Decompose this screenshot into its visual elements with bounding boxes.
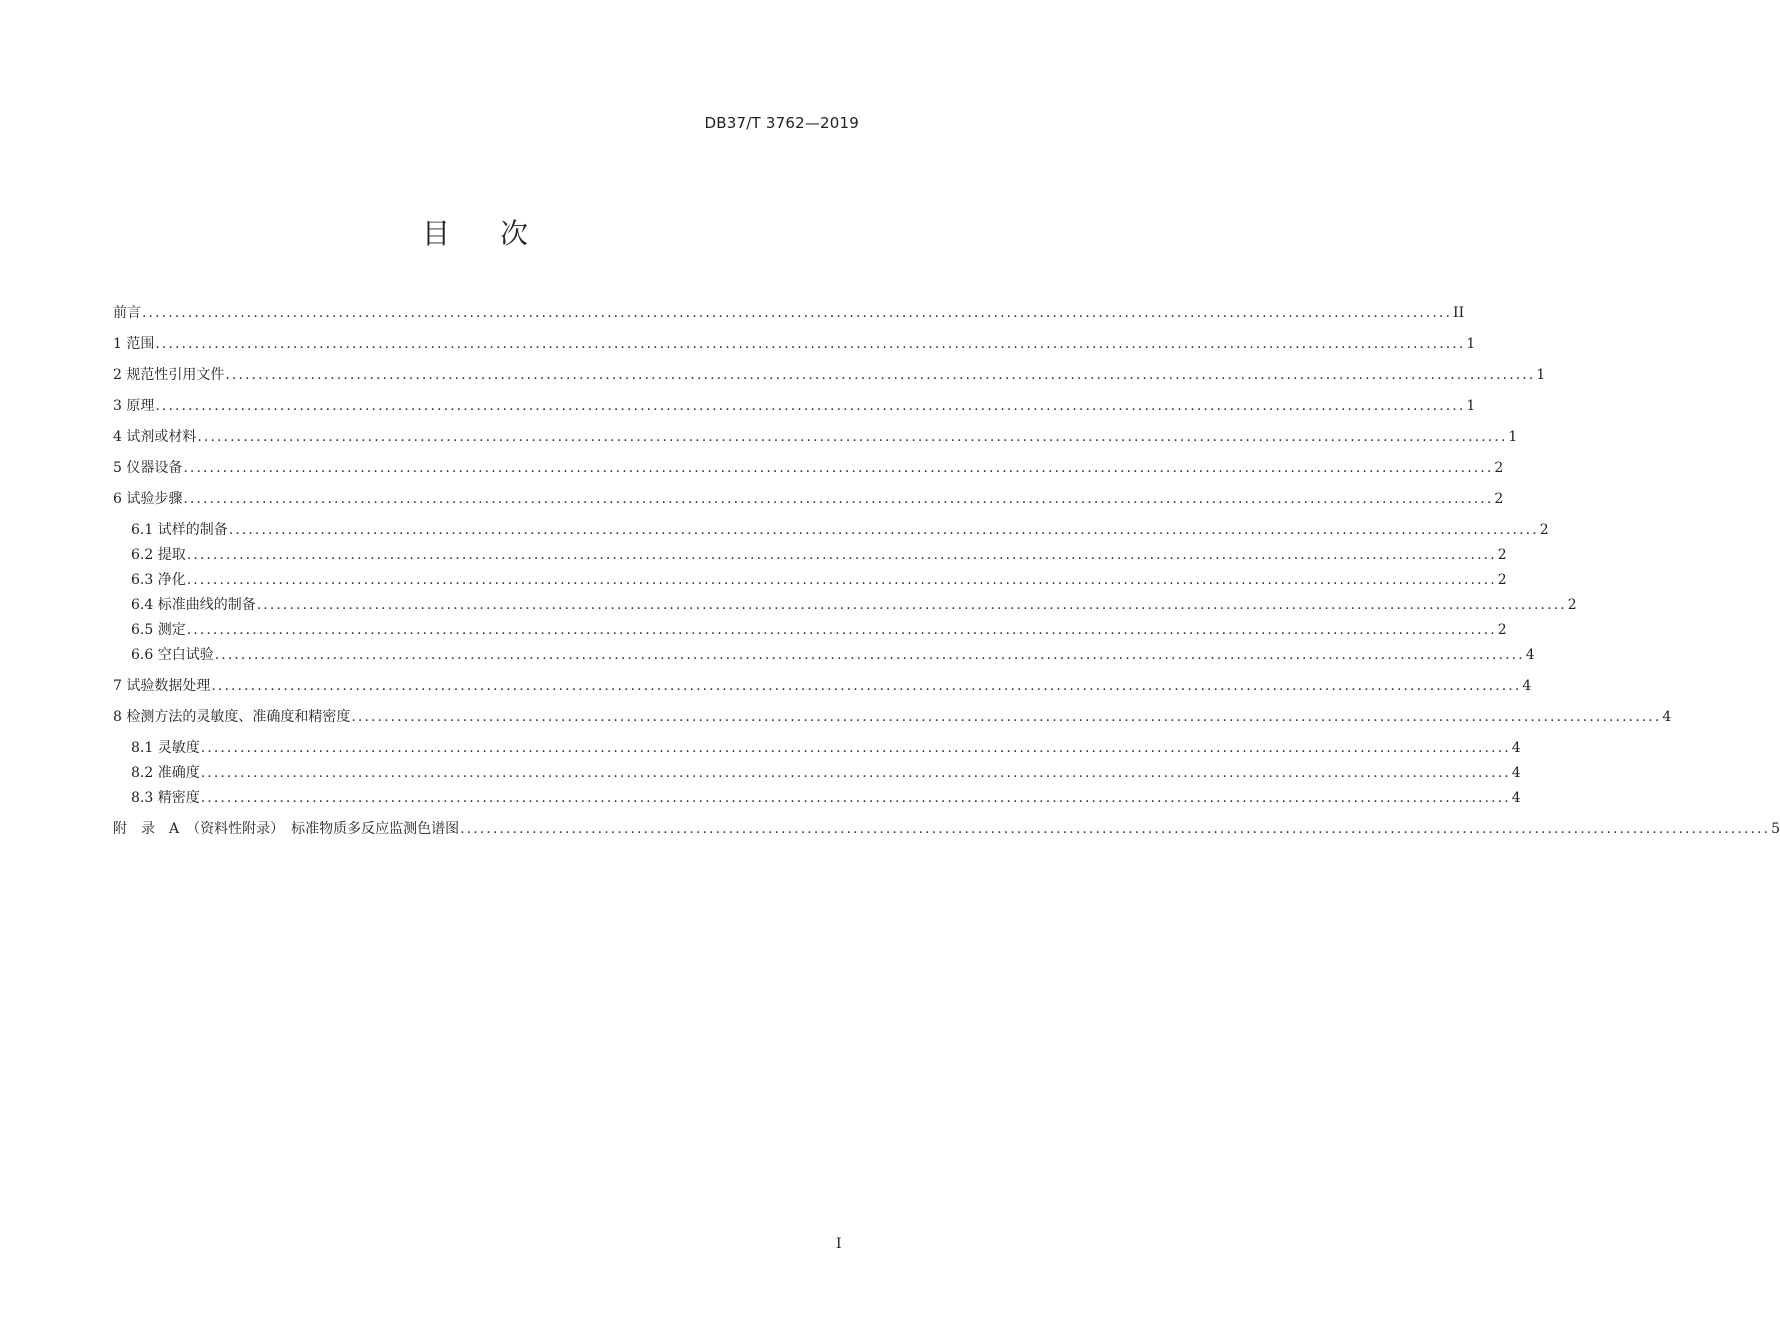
dot-leader: ........................................................................................................................................................................................................ bbox=[200, 740, 1511, 756]
toc-entry-label: 1 范围 bbox=[113, 336, 155, 352]
toc-entry-6-3[interactable] bbox=[131, 569, 1507, 591]
toc-entry-normative-references[interactable] bbox=[113, 364, 1546, 386]
toc-entry-label: 2 规范性引用文件 bbox=[113, 367, 225, 383]
toc-entry-page: 2 bbox=[1497, 547, 1507, 563]
toc-entry-foreword[interactable] bbox=[113, 302, 1465, 324]
toc-entry-label: 8.1 灵敏度 bbox=[131, 740, 200, 756]
dot-leader: ........................................................................................................................................................................................................ bbox=[183, 460, 1494, 476]
toc-entry-label: 5 仪器设备 bbox=[113, 460, 183, 476]
dot-leader: ........................................................................................................................................................................................................ bbox=[200, 790, 1511, 806]
toc-entry-page: 4 bbox=[1522, 678, 1532, 694]
toc-entry-page: 2 bbox=[1494, 491, 1504, 507]
toc-entry-label: 6 试验步骤 bbox=[113, 491, 183, 507]
toc-entry-page: 2 bbox=[1497, 572, 1507, 588]
standard-code: DB37/T 3762—2019 bbox=[704, 114, 859, 132]
toc-entry-label: 8.3 精密度 bbox=[131, 790, 200, 806]
toc-entry-page: 2 bbox=[1494, 460, 1504, 476]
dot-leader: ........................................................................................................................................................................................................ bbox=[142, 305, 1453, 321]
toc-entry-procedure[interactable] bbox=[113, 488, 1504, 510]
page-number: I bbox=[836, 1236, 842, 1252]
toc-entry-label: 4 试剂或材料 bbox=[113, 429, 197, 445]
toc-entry-6-1[interactable] bbox=[131, 519, 1549, 541]
toc-entry-data-processing[interactable] bbox=[113, 675, 1532, 697]
toc-entry-label: 3 原理 bbox=[113, 398, 155, 414]
toc-entry-page: 4 bbox=[1662, 709, 1672, 725]
dot-leader: ........................................................................................................................................................................................................ bbox=[186, 547, 1497, 563]
dot-leader: ........................................................................................................................................................................................................ bbox=[197, 429, 1508, 445]
toc-entry-6-2[interactable] bbox=[131, 544, 1507, 566]
dot-leader: ........................................................................................................................................................................................................ bbox=[183, 491, 1494, 507]
toc-entry-page: 2 bbox=[1567, 597, 1577, 613]
dot-leader: ........................................................................................................................................................................................................ bbox=[228, 522, 1539, 538]
toc-entry-page: II bbox=[1453, 305, 1465, 321]
toc-entry-label: 前言 bbox=[113, 305, 141, 321]
dot-leader: ........................................................................................................................................................................................................ bbox=[351, 709, 1662, 725]
dot-leader: ........................................................................................................................................................................................................ bbox=[186, 622, 1497, 638]
toc-entry-8-3[interactable] bbox=[131, 787, 1521, 809]
toc-entry-8-2[interactable] bbox=[131, 762, 1521, 784]
toc-entry-label: 8 检测方法的灵敏度、准确度和精密度 bbox=[113, 709, 351, 725]
toc-entry-page: 2 bbox=[1539, 522, 1549, 538]
toc-entry-label: 6.4 标准曲线的制备 bbox=[131, 597, 256, 613]
page-title: 目次 bbox=[421, 217, 578, 250]
toc-entry-principle[interactable] bbox=[113, 395, 1476, 417]
toc-entry-page: 4 bbox=[1511, 790, 1521, 806]
toc-entry-8-1[interactable] bbox=[131, 737, 1521, 759]
toc-entry-label: 附 录 A （资料性附录） 标准物质多反应监测色谱图 bbox=[113, 821, 460, 837]
toc-entry-apparatus[interactable] bbox=[113, 457, 1504, 479]
toc-entry-page: 1 bbox=[1466, 398, 1476, 414]
toc-entry-label: 6.1 试样的制备 bbox=[131, 522, 228, 538]
toc-entry-page: 4 bbox=[1511, 740, 1521, 756]
dot-leader: ........................................................................................................................................................................................................ bbox=[256, 597, 1567, 613]
dot-leader: ........................................................................................................................................................................................................ bbox=[200, 765, 1511, 781]
dot-leader: ........................................................................................................................................................................................................ bbox=[186, 572, 1497, 588]
toc-entry-reagents[interactable] bbox=[113, 426, 1518, 448]
toc-entry-page: 1 bbox=[1536, 367, 1546, 383]
dot-leader: ........................................................................................................................................................................................................ bbox=[460, 821, 1771, 837]
toc-entry-6-5[interactable] bbox=[131, 619, 1507, 641]
toc-entry-page: 1 bbox=[1508, 429, 1518, 445]
toc-entry-label: 6.3 净化 bbox=[131, 572, 186, 588]
toc-entry-6-6[interactable] bbox=[131, 644, 1535, 666]
dot-leader: ........................................................................................................................................................................................................ bbox=[211, 678, 1522, 694]
dot-leader: ........................................................................................................................................................................................................ bbox=[225, 367, 1536, 383]
toc-entry-page: 4 bbox=[1525, 647, 1535, 663]
toc-entry-page: 2 bbox=[1497, 622, 1507, 638]
toc-entry-method-performance[interactable] bbox=[113, 706, 1672, 728]
toc-entry-scope[interactable] bbox=[113, 333, 1476, 355]
toc-entry-label: 6.2 提取 bbox=[131, 547, 186, 563]
toc-entry-page: 4 bbox=[1511, 765, 1521, 781]
toc-entry-appendix-a[interactable] bbox=[113, 818, 1780, 840]
toc-entry-label: 7 试验数据处理 bbox=[113, 678, 211, 694]
toc-entry-page: 1 bbox=[1466, 336, 1476, 352]
dot-leader: ........................................................................................................................................................................................................ bbox=[214, 647, 1525, 663]
toc-entry-label: 6.5 测定 bbox=[131, 622, 186, 638]
toc-entry-label: 8.2 准确度 bbox=[131, 765, 200, 781]
toc-entry-page: 5 bbox=[1771, 821, 1780, 837]
toc-entry-6-4[interactable] bbox=[131, 594, 1577, 616]
dot-leader: ........................................................................................................................................................................................................ bbox=[155, 398, 1466, 414]
dot-leader: ........................................................................................................................................................................................................ bbox=[155, 336, 1466, 352]
toc-entry-label: 6.6 空白试验 bbox=[131, 647, 214, 663]
